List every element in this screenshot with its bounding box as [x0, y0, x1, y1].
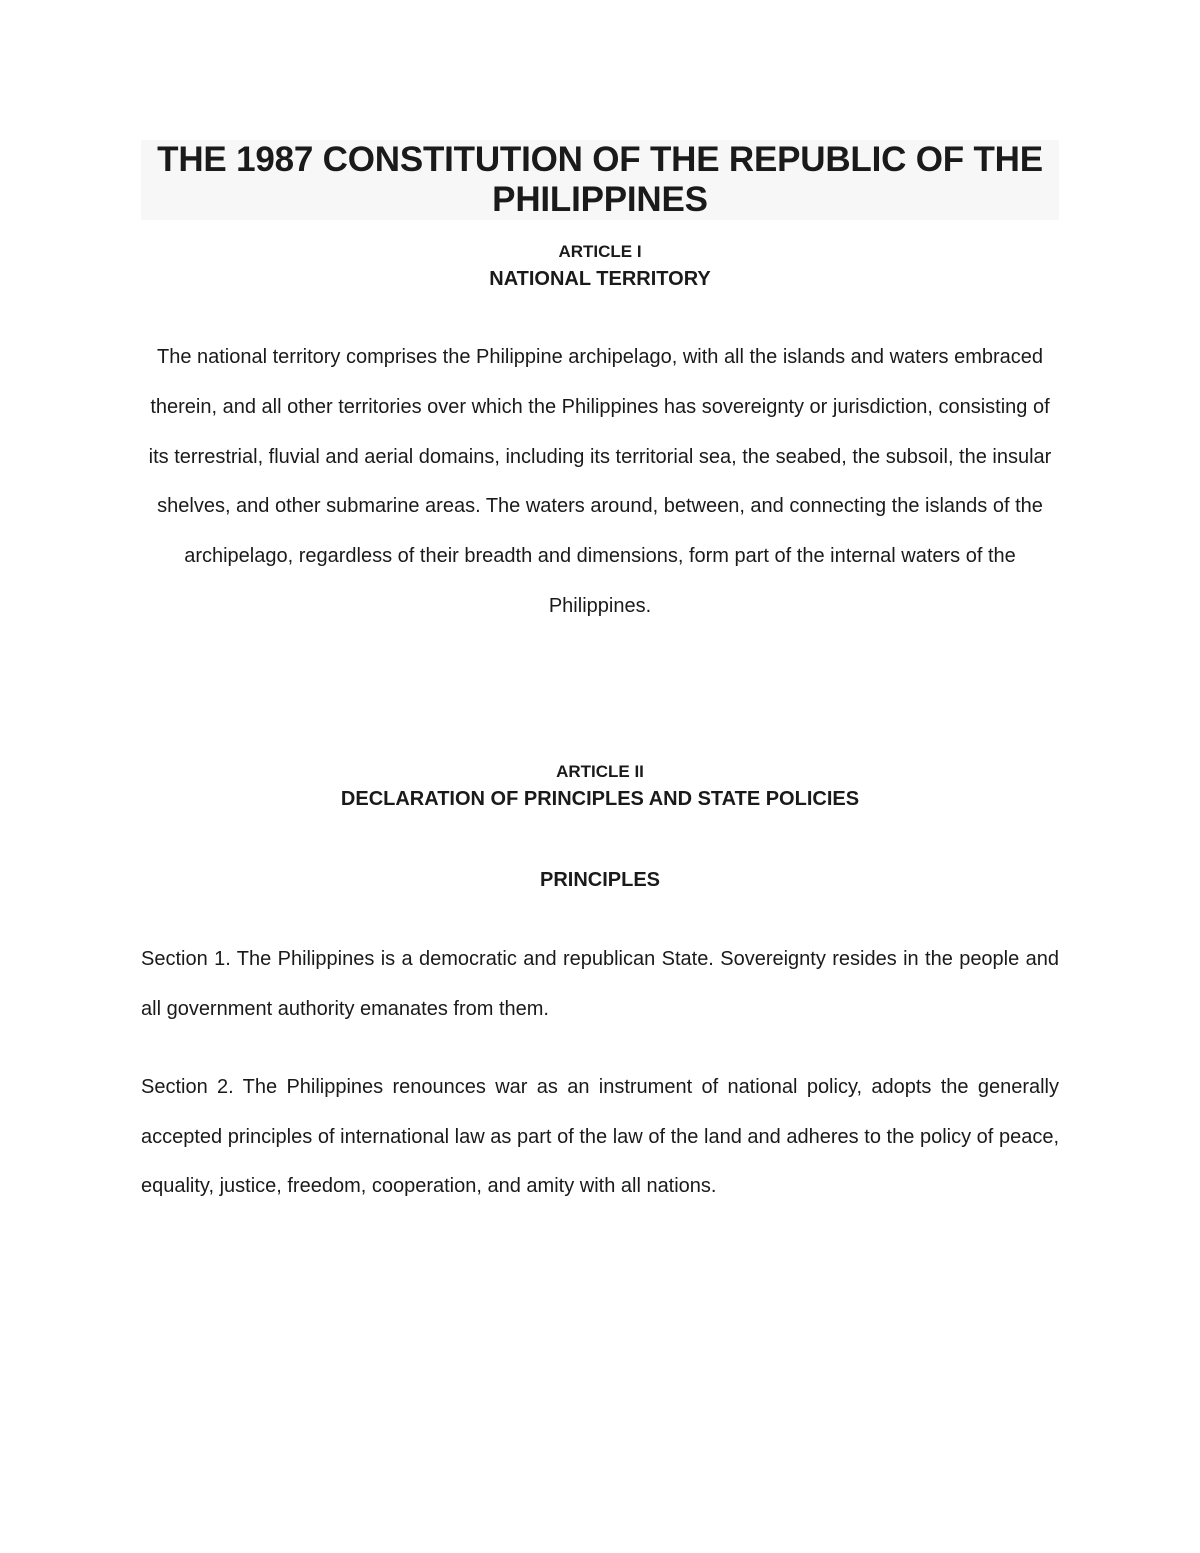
article-1-label: ARTICLE I: [558, 242, 642, 261]
section-2-paragraph: Section 2. The Philippines renounces war as an instrument of national policy, adopts the generally accepted principles of international law as part of the law of the land and adheres to the policy of peace, equality, justice, freedom, cooperation, and amity with all nations.: [141, 1076, 1059, 1198]
article-2-label: ARTICLE II: [556, 762, 644, 781]
article-2-heading: DECLARATION OF PRINCIPLES AND STATE POLICIES: [340, 788, 860, 810]
section-1-paragraph: Section 1. The Philippines is a democratic and republican State. Sovereignty resides in the people and all government authority emanates from them.: [141, 948, 1059, 1020]
article-1-heading: NATIONAL TERRITORY: [489, 268, 711, 290]
principles-subheading: PRINCIPLES: [539, 869, 661, 891]
article-1-body: The national territory comprises the Philippine archipelago, with all the islands and waters embraced therein, and all other territories over which the Philippines has sovereignty or jurisdiction, consisting of its terrestrial, fluvial and aerial domains, including its territorial sea, the seabed, the subsoil, the insular shelves, and other submarine areas. The waters around, between, and connecting the islands of the archipelago, regardless of their breadth and dimensions, form part of the internal waters of the Philippines.: [148, 346, 1052, 617]
article-2-header: [141, 760, 1059, 814]
title-block: [141, 140, 1059, 220]
document-title: THE 1987 CONSTITUTION OF THE REPUBLIC OF THE PHILIPPINES: [157, 140, 1043, 219]
article-1-header: [141, 240, 1059, 294]
